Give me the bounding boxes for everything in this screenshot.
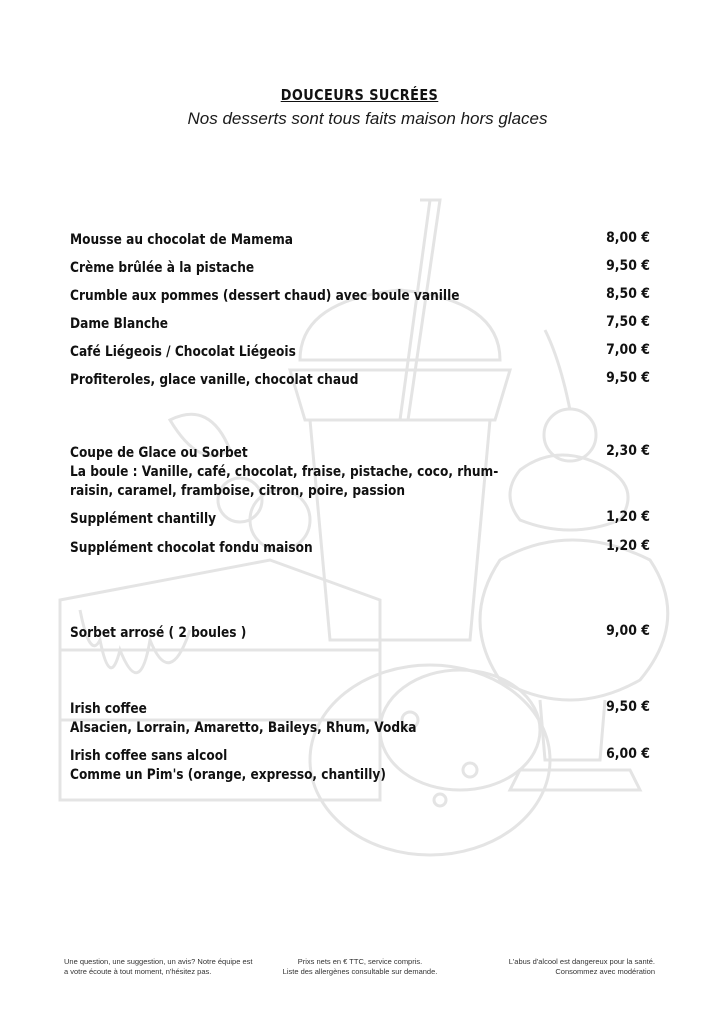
item-name: Crumble aux pommes (dessert chaud) avec boule vanille: [70, 288, 460, 304]
menu-title: DOUCEURS SUCRÉES: [280, 86, 439, 104]
footer-line: a votre écoute à tout moment, n'hésitez pas.: [64, 967, 212, 976]
menu-item: [70, 285, 650, 306]
item-price: 6,00 €: [606, 746, 650, 762]
footer-line: Consommez avec modération: [555, 967, 655, 976]
item-description: Comme un Pim's (orange, expresso, chantilly): [70, 767, 386, 783]
item-price: 9,50 €: [606, 258, 650, 274]
menu-item: [70, 442, 650, 501]
footer-feedback-note: [64, 957, 264, 977]
item-name: Irish coffee: [70, 701, 147, 717]
footer-line: Une question, une suggestion, un avis? Notre équipe est: [64, 957, 253, 966]
item-description: Alsacien, Lorrain, Amaretto, Baileys, Rhum, Vodka: [70, 720, 417, 736]
item-name: Supplément chantilly: [70, 511, 217, 527]
menu-item: [70, 313, 650, 334]
footer-line: Liste des allergènes consultable sur demande.: [282, 967, 438, 976]
item-price: 8,00 €: [606, 230, 650, 246]
item-name: Coupe de Glace ou Sorbet: [70, 445, 248, 461]
item-price: 7,50 €: [606, 314, 650, 330]
menu-item: [70, 508, 650, 529]
menu-item: [70, 229, 650, 250]
item-name: Irish coffee sans alcool: [70, 748, 228, 764]
item-price: 2,30 €: [606, 443, 650, 459]
item-price: 1,20 €: [606, 509, 650, 525]
item-name: Mousse au chocolat de Mamema: [70, 232, 294, 248]
item-name: Café Liégeois / Chocolat Liégeois: [70, 344, 296, 360]
menu-item: [70, 537, 650, 558]
menu-item: [70, 341, 650, 362]
item-price: 9,50 €: [606, 699, 650, 715]
menu-item: [70, 622, 650, 643]
footer-alcohol-warning: [435, 957, 655, 977]
footer-line: Prixs nets en € TTC, service compris.: [297, 957, 423, 966]
item-description: La boule : Vanille, café, chocolat, fraise, pistache, coco, rhum-raisin, caramel, framboise, citron, poire, passion: [70, 464, 499, 499]
item-price: 9,00 €: [606, 623, 650, 639]
menu-item: [70, 698, 650, 738]
item-name: Supplément chocolat fondu maison: [70, 540, 313, 556]
menu-item: [70, 369, 650, 390]
item-name: Dame Blanche: [70, 316, 169, 332]
menu-item: [70, 257, 650, 278]
footer-line: L'abus d'alcool est dangereux pour la santé.: [508, 957, 655, 966]
item-price: 1,20 €: [606, 538, 650, 554]
item-price: 9,50 €: [606, 370, 650, 386]
item-name: Profiteroles, glace vanille, chocolat chaud: [70, 372, 359, 388]
menu-subtitle: Nos desserts sont tous faits maison hors glaces: [187, 109, 548, 128]
item-price: 8,50 €: [606, 286, 650, 302]
item-name: Sorbet arrosé ( 2 boules ): [70, 625, 247, 641]
item-price: 7,00 €: [606, 342, 650, 358]
item-name: Crème brûlée à la pistache: [70, 260, 255, 276]
menu-item: [70, 745, 650, 785]
